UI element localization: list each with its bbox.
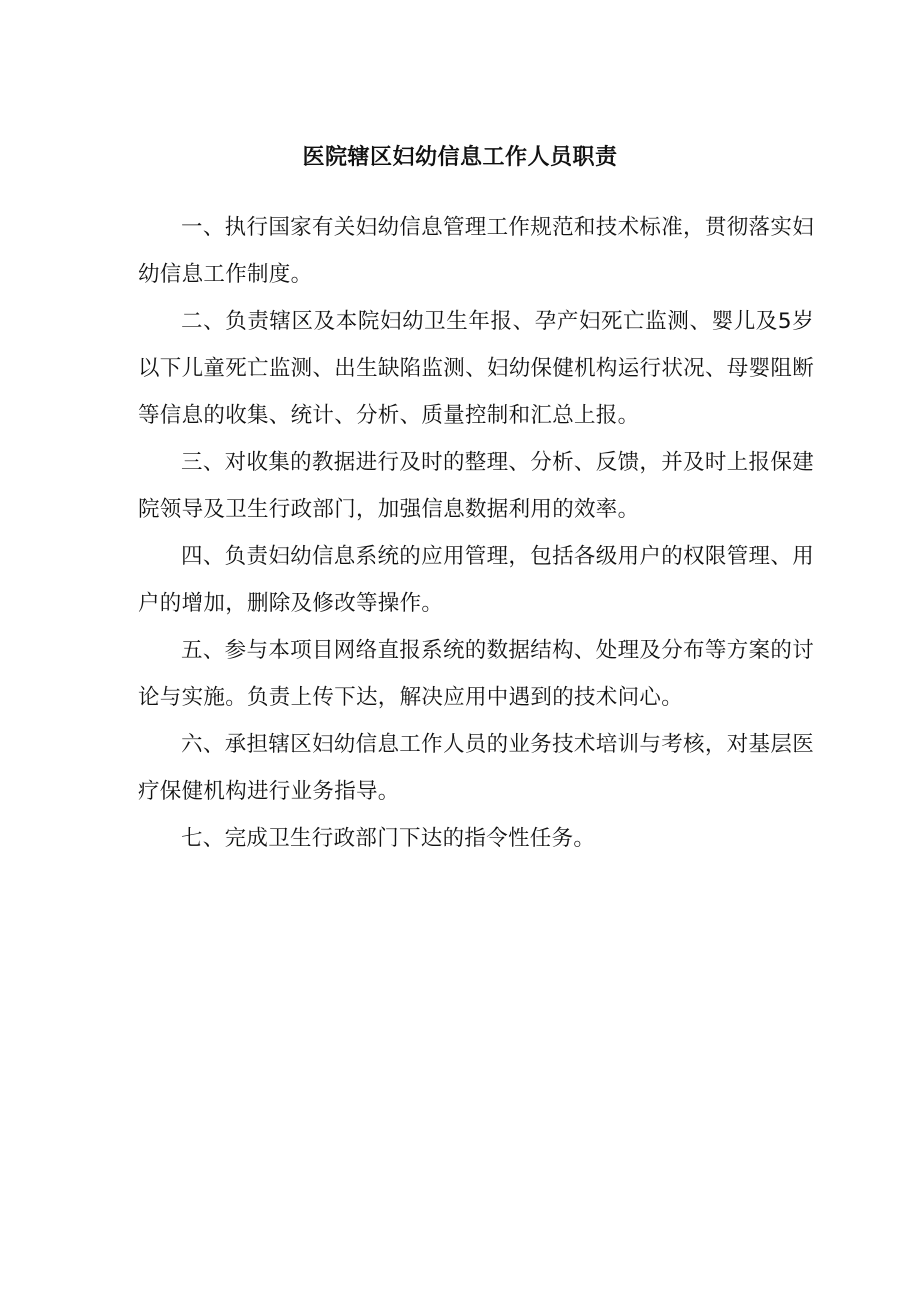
duty-paragraph-7: 七、完成卫生行政部门下达的指令性任务。 — [181, 826, 596, 851]
duty-paragraph-5: 五、参与本项目网络直报系统的数据结构、处理及分布等方案的讨论与实施。负责上传下达，解决应用中遇到的技术问心。 — [138, 638, 814, 710]
document-body — [138, 204, 814, 862]
duty-paragraph-1: 一、执行国家有关妇幼信息管理工作规范和技术标准，贯彻落实妇幼信息工作制度。 — [138, 215, 814, 287]
duty-paragraph-3: 三、对收集的教据进行及时的整理、分析、反馈，并及时上报保建院领导及卫生行政部门，加强信息数据利用的效率。 — [138, 450, 814, 522]
duty-paragraph-4: 四、负责妇幼信息系统的应用管理，包括各级用户的权限管理、用户的增加，删除及修改等操作。 — [138, 544, 814, 616]
document-title: 医院辖区妇幼信息工作人员职责 — [302, 145, 618, 170]
duty-paragraph-6: 六、承担辖区妇幼信息工作人员的业务技术培训与考核，对基层医疗保健机构进行业务指导。 — [138, 732, 814, 804]
duty-paragraph-2: 二、负责辖区及本院妇幼卫生年报、孕产妇死亡监测、婴儿及5岁以下儿童死亡监测、出生缺陷监测、妇幼保健机构运行状况、母婴阻断等信息的收集、统计、分析、质量控制和汇总上报。 — [138, 309, 814, 428]
